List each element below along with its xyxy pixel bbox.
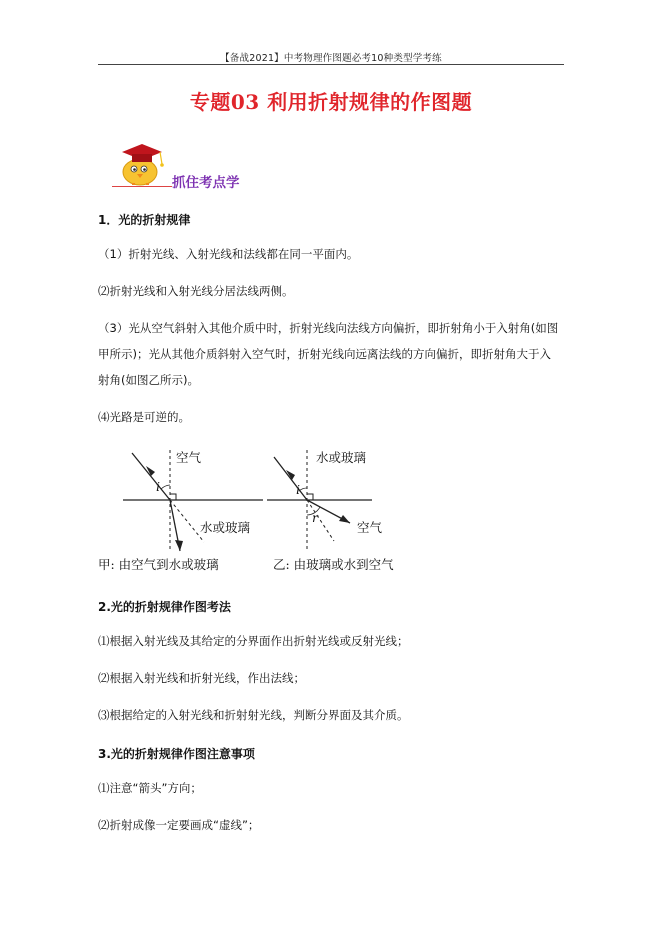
- medium-label: 空气: [176, 450, 202, 465]
- header-rule: [98, 64, 564, 65]
- medium-label: 空气: [357, 520, 383, 535]
- running-header: 【备战2021】中考物理作图题必考10种类型学考练: [220, 53, 442, 64]
- paragraph: ⑵折射光线和入射光线分居法线两侧。: [98, 284, 294, 298]
- paragraph: ⑴注意“箭头”方向；: [98, 781, 202, 795]
- paragraph: ⑵折射成像一定要画成“虚线”；: [98, 818, 260, 832]
- paragraph: 甲所示)；光从其他介质斜射入空气时，折射光线向远离法线的方向偏折，即折射角大于入: [98, 347, 551, 361]
- angle-label: i: [296, 482, 300, 497]
- paragraph: ⑴根据入射光线及其给定的分界面作出折射光线或反射光线；: [98, 634, 409, 648]
- section-tag: 抓住考点学: [172, 175, 240, 191]
- mascot-chick-icon: [110, 138, 170, 188]
- section-heading: 2.光的折射规律作图考法: [98, 600, 231, 614]
- angle-label: r: [312, 510, 318, 525]
- paragraph: ⑶根据给定的入射光线和折射射光线，判断分界面及其介质。: [98, 708, 409, 722]
- angle-label: i: [156, 479, 160, 494]
- section-tag-underline: [112, 186, 172, 187]
- paragraph: 射角(如图乙所示)。: [98, 373, 199, 387]
- medium-label: 水或玻璃: [316, 450, 367, 465]
- figure-caption: 乙: 由玻璃或水到空气: [273, 557, 394, 572]
- section-heading: 1．光的折射规律: [98, 213, 191, 227]
- paragraph: （3）光从空气斜射入其他介质中时，折射光线向法线方向偏折，即折射角小于入射角(如图: [98, 321, 559, 335]
- page-title: 专题03 利用折射规律的作图题: [189, 90, 473, 114]
- medium-label: 水或玻璃: [200, 520, 251, 535]
- section-heading: 3.光的折射规律作图注意事项: [98, 747, 255, 761]
- paragraph: ⑵根据入射光线和折射光线，作出法线；: [98, 671, 305, 685]
- figure-caption: 甲: 由空气到水或玻璃: [98, 557, 219, 572]
- paragraph: ⑷光路是可逆的。: [98, 410, 190, 424]
- paragraph: （1）折射光线、入射光线和法线都在同一平面内。: [98, 247, 359, 261]
